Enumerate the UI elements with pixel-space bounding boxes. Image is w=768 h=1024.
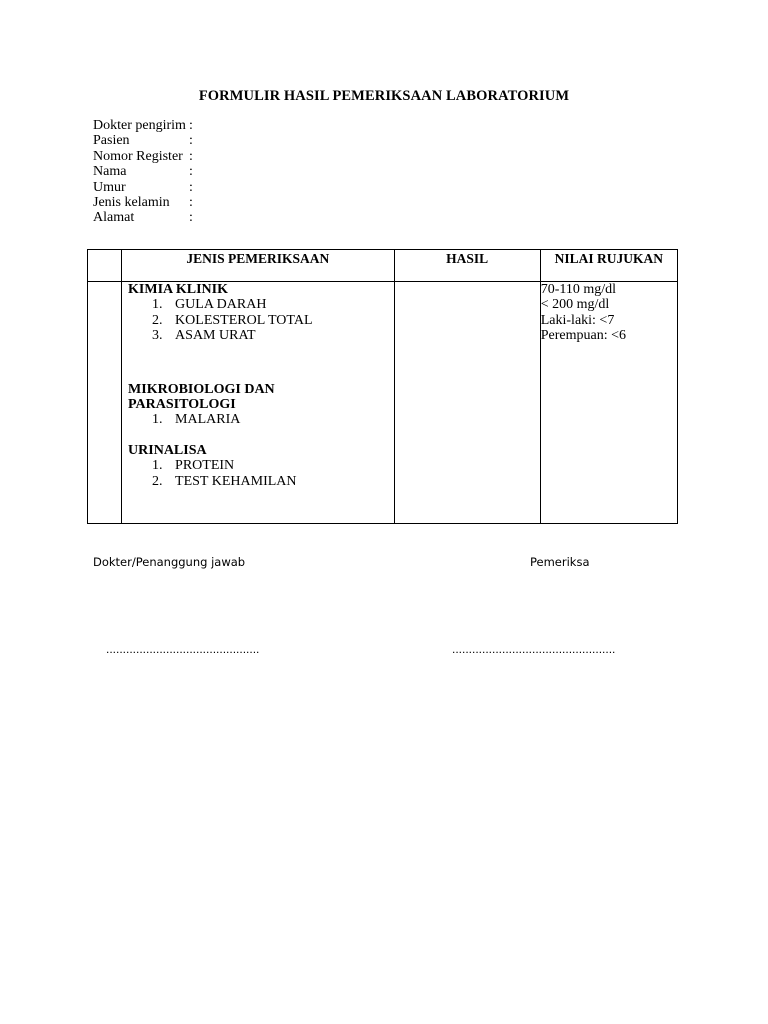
section-title: PARASITOLOGI	[128, 397, 236, 413]
list-number: 1.	[152, 412, 163, 428]
header-no	[88, 250, 122, 282]
cell-nilai-rujukan	[540, 282, 677, 524]
section-kimia-klinik	[122, 282, 393, 344]
list-text: ASAM URAT	[175, 328, 256, 344]
list-text: PROTEIN	[175, 458, 235, 474]
field-colon: :	[189, 133, 193, 149]
field-label: Nama	[93, 164, 127, 180]
list-number: 2.	[152, 473, 163, 489]
table-header-row	[88, 250, 678, 282]
field-label: Umur	[93, 179, 126, 195]
list-text: GULA DARAH	[175, 297, 267, 313]
header-nilai-rujukan: NILAI RUJUKAN	[540, 250, 677, 282]
nilai-asam-urat-perempuan: Perempuan: <6	[540, 328, 626, 344]
cell-no	[88, 282, 122, 524]
field-dokter-pengirim	[93, 118, 199, 133]
patient-fields	[93, 118, 199, 226]
list-item	[128, 313, 393, 328]
field-pasien	[93, 133, 199, 148]
section-urinalisa	[122, 443, 393, 489]
section-title: MIKROBIOLOGI DAN	[128, 381, 275, 397]
section-title: URINALISA	[128, 442, 207, 458]
signature-line-dokter: ..............................................	[106, 642, 260, 656]
field-alamat	[93, 210, 199, 225]
cell-hasil	[394, 282, 540, 524]
field-colon: :	[189, 195, 193, 211]
section-mikrobiologi	[122, 382, 393, 428]
field-jenis-kelamin	[93, 195, 199, 210]
nilai-kolesterol: < 200 mg/dl	[540, 297, 610, 313]
cell-jenis-pemeriksaan	[122, 282, 394, 524]
list-item	[128, 297, 393, 312]
list-item	[128, 328, 393, 343]
field-label: Pasien	[93, 133, 130, 149]
nilai-gula-darah: 70-110 mg/dl	[540, 282, 617, 297]
list-item	[128, 412, 393, 427]
field-label: Alamat	[93, 210, 135, 226]
field-colon: :	[189, 148, 193, 164]
field-nomor-register	[93, 149, 199, 164]
list-number: 2.	[152, 312, 163, 328]
field-nama	[93, 164, 199, 179]
list-number: 1.	[152, 458, 163, 474]
list-item	[128, 474, 393, 489]
section-title: KIMIA KLINIK	[128, 282, 229, 297]
list-text: MALARIA	[175, 412, 241, 428]
list-number: 3.	[152, 328, 163, 344]
list-item	[128, 458, 393, 473]
field-colon: :	[189, 118, 193, 133]
field-label: Jenis kelamin	[93, 195, 170, 211]
list-text: TEST KEHAMILAN	[175, 473, 297, 489]
field-colon: :	[189, 164, 193, 180]
field-colon: :	[189, 179, 193, 195]
field-label: Nomor Register	[93, 148, 183, 164]
signature-label-pemeriksa: Pemeriksa	[530, 555, 590, 569]
document-title: FORMULIR HASIL PEMERIKSAAN LABORATORIUM	[198, 88, 570, 104]
header-hasil: HASIL	[394, 250, 540, 282]
list-number: 1.	[152, 297, 163, 313]
field-label: Dokter pengirim	[93, 118, 186, 133]
table-row	[88, 282, 678, 524]
list-text: KOLESTEROL TOTAL	[175, 312, 313, 328]
lab-results-table	[87, 249, 678, 524]
field-colon: :	[189, 210, 193, 226]
signature-line-pemeriksa: .................................................	[452, 642, 616, 656]
header-jenis-pemeriksaan: JENIS PEMERIKSAAN	[122, 250, 394, 282]
field-umur	[93, 180, 199, 195]
nilai-asam-urat-laki: Laki-laki: <7	[540, 312, 615, 328]
signature-label-dokter: Dokter/Penanggung jawab	[93, 555, 246, 569]
